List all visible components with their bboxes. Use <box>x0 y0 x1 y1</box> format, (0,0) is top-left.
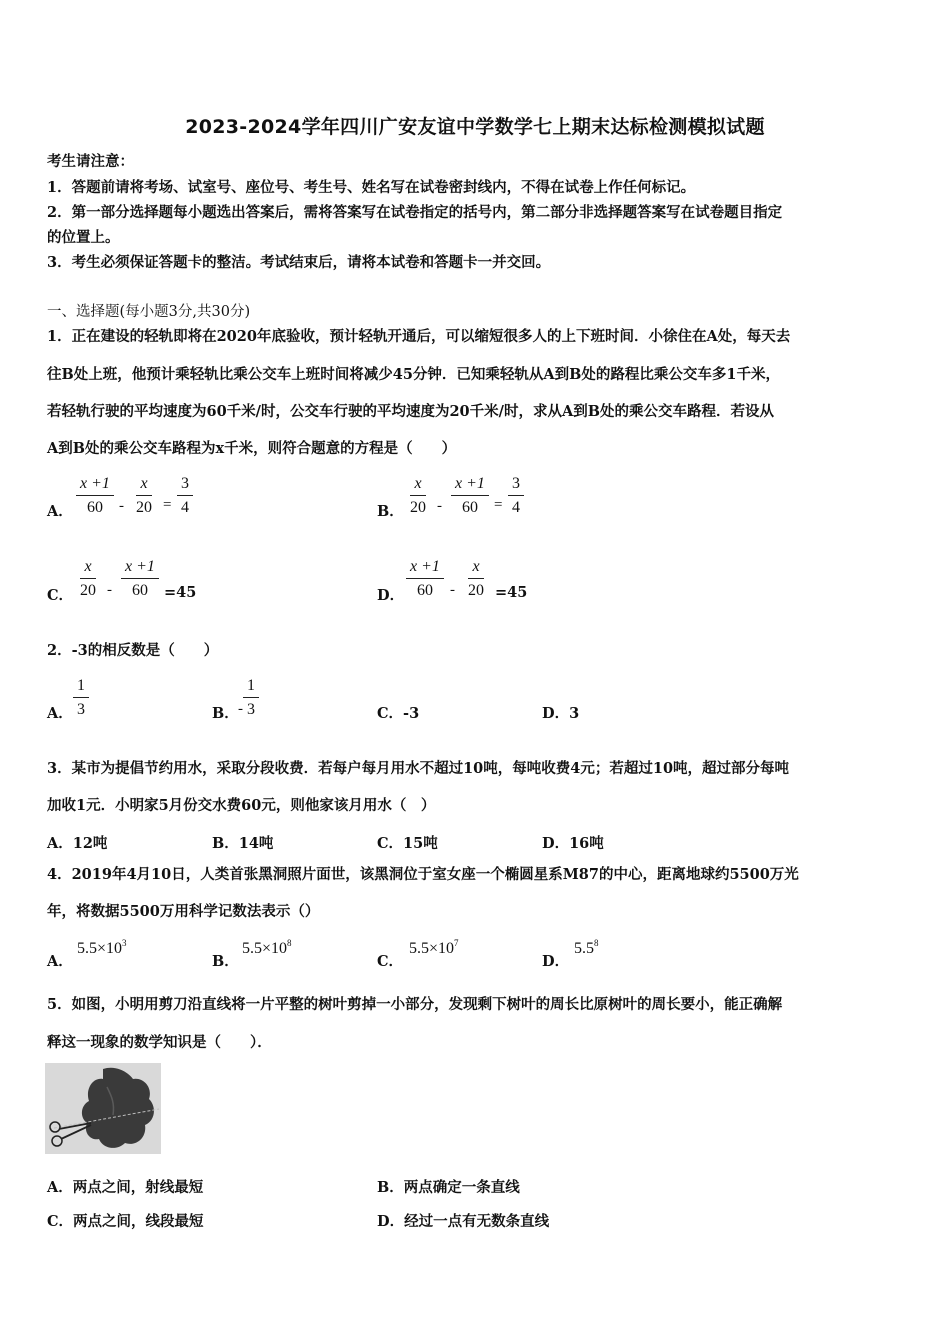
notice-line-3: 3．考生必须保证答题卡的整洁。考试结束后，请将本试卷和答题卡一并交回。 <box>47 254 551 271</box>
q2-option-d-value: 3 <box>569 705 580 722</box>
q4-option-c-value: $5.5\times 10^7$ <box>409 938 459 957</box>
q1-b-frac-1: $\frac{x}{20}$ <box>410 475 426 516</box>
q3-line-1: 3．某市为提倡节约用水，采取分段收费．若每户每月用水不超过10吨，每吨收费4元；若超过10吨，超过部分每吨 <box>47 760 790 777</box>
q3-option-b: B．14吨 <box>212 835 274 852</box>
q2-b-frac: $\frac{1}{3}$ <box>243 676 259 720</box>
q3-option-a: A．12吨 <box>47 835 108 852</box>
leaf-scissors-figure <box>45 1063 161 1154</box>
section-heading: 一、选择题(每小题3分,共30分) <box>47 304 251 320</box>
minus-sign: - <box>107 582 112 598</box>
q1-d-frac-1: $\frac{x +1}{60}$ <box>406 557 444 601</box>
q2-a-frac: $\frac{1}{3}$ <box>73 676 89 720</box>
q4-option-b-label: B． <box>212 953 239 970</box>
equals-sign: = <box>494 497 503 513</box>
q4-option-a-value: $5.5\times 10^3$ <box>77 938 127 957</box>
notice-line-2-cont: 的位置上。 <box>47 229 120 246</box>
q1-c-frac-2: $\frac{x +1}{60}$ <box>121 557 159 601</box>
q4-option-d-value: $5.5^8$ <box>574 938 599 957</box>
q1-d-frac-2: $\frac{x}{20}$ <box>468 558 484 599</box>
q4-option-d-label: D． <box>542 953 570 970</box>
q1-line-2: 往B处上班，他预计乘轻轨比乘公交车上班时间将减少45分钟．已知乘轻轨从A到B处的路程比乘公交车多1千米， <box>47 366 781 383</box>
q2-option-d-label: D． <box>542 705 570 722</box>
q1-line-3: 若轻轨行驶的平均速度为60千米/时，公交车行驶的平均速度为20千米/时，求从A到B处的乘公交车路程．若设从 <box>47 403 774 420</box>
q4-option-a-label: A． <box>47 953 73 970</box>
q2-option-d <box>542 702 579 723</box>
notice-heading: 考生请注意： <box>47 153 134 170</box>
q1-b-frac-3: $\frac{3}{4}$ <box>508 474 524 518</box>
q1-option-c-label: C． <box>47 587 74 604</box>
q2-option-a-label: A． <box>47 705 73 722</box>
q3-line-2: 加收1元．小明家5月份交水费60元，则他家该月用水（ ） <box>47 797 436 814</box>
q5-option-c: C．两点之间，线段最短 <box>47 1213 204 1230</box>
q1-a-frac-3: $\frac{3}{4}$ <box>177 474 193 518</box>
q5-line-1: 5．如图，小明用剪刀沿直线将一片平整的树叶剪掉一小部分，发现剩下树叶的周长比原树叶的周长要小，能正确解 <box>47 996 783 1013</box>
q1-b-frac-2: $\frac{x +1}{60}$ <box>451 474 489 518</box>
q3-option-d: D．16吨 <box>542 835 604 852</box>
q2-stem: 2．-3的相反数是（ ） <box>47 642 219 659</box>
q4-line-1: 4．2019年4月10日，人类首张黑洞照片面世，该黑洞位于室女座一个椭圆星系M87的中心，距离地球约5500万光 <box>47 866 799 883</box>
q1-option-d-label: D． <box>377 587 405 604</box>
q2-option-c-value: -3 <box>403 705 420 722</box>
notice-line-2: 2．第一部分选择题每小题选出答案后，需将答案写在试卷指定的括号内，第二部分非选择题答案写在试卷题目指定 <box>47 204 783 221</box>
q1-option-a-label: A． <box>47 503 73 520</box>
q4-line-2: 年，将数据5500万用科学记数法表示（） <box>47 903 320 920</box>
q1-line-4: A到B处的乘公交车路程为x千米，则符合题意的方程是（ ） <box>47 440 457 457</box>
minus-sign: - <box>450 582 455 598</box>
leaf-scissors-illustration <box>45 1063 161 1154</box>
q5-option-b: B．两点确定一条直线 <box>377 1179 520 1196</box>
q2-option-c-label: C． <box>377 705 404 722</box>
q5-line-2: 释这一现象的数学知识是（ ）． <box>47 1034 272 1051</box>
minus-sign: - <box>437 498 442 514</box>
q1-a-frac-1: $\frac{x +1}{60}$ <box>76 474 114 518</box>
q1-a-frac-2: $\frac{x}{20}$ <box>136 475 152 516</box>
q5-option-d: D．经过一点有无数条直线 <box>377 1213 550 1230</box>
q1-c-rhs: =45 <box>164 584 197 601</box>
minus-sign: - <box>119 498 124 514</box>
minus-sign: - <box>238 701 243 717</box>
notice-line-1: 1．答题前请将考场、试室号、座位号、考生号、姓名写在试卷密封线内，不得在试卷上作任何标记。 <box>47 179 696 196</box>
q3-option-c: C．15吨 <box>377 835 438 852</box>
q1-option-b-label: B． <box>377 503 404 520</box>
page-title: 2023-2024学年四川广安友谊中学数学七上期末达标检测模拟试题 <box>185 116 765 138</box>
q4-option-c-label: C． <box>377 953 404 970</box>
q1-d-rhs: =45 <box>495 584 528 601</box>
q4-option-b-value: $5.5\times 10^8$ <box>242 938 292 957</box>
q1-c-frac-1: $\frac{x}{20}$ <box>80 558 96 599</box>
q5-option-a: A．两点之间，射线最短 <box>47 1179 204 1196</box>
equals-sign: = <box>163 497 172 513</box>
q1-line-1: 1．正在建设的轻轨即将在2020年底验收，预计轻轨开通后，可以缩短很多人的上下班时间．小徐住在A处，每天去 <box>47 328 791 345</box>
q2-option-b-label: B． <box>212 705 239 722</box>
q2-option-c <box>377 702 419 723</box>
